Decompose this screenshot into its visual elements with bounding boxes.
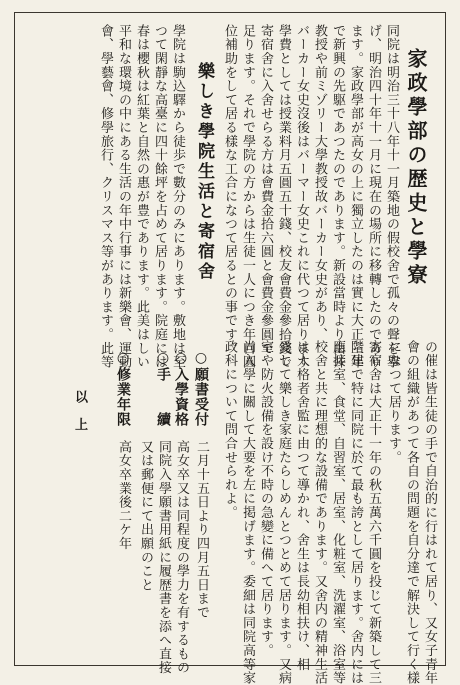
history-line: 同院は明治三十八年十一月築地の假校舍で孤々の聲を擧 [384, 24, 399, 369]
continuation-line: 校舍と共に理想的な設備であります。又舍内の精神生活 [312, 340, 327, 685]
admission-item-detail: 高女卒又は同程度の學力を有するもの [174, 440, 189, 675]
continuation-line: 階建で特に同院に於て最も誇として居ります。舍内には [348, 340, 363, 685]
history-line: ます。家政學部が高女の上に獨立したのは實に大正三年 [348, 24, 363, 369]
continuation-line: 應接室、食堂、自習室、居室、化粧室、洗濯室、浴室等 [330, 340, 345, 685]
history-line: 寄宿舍に入舍せらる方は會費金拾六圓と會費金參圓で [258, 24, 273, 356]
continuation-line: 愛して樂しき家庭たらしめんとつとめて居ります。又病 [276, 340, 291, 685]
admission-item-label: ○願書受付 [193, 350, 209, 427]
history-line: 足ります。それで學院の方からは生徒一人につき年百圓 [240, 24, 255, 369]
continuation-line: の催は皆生徒の手で自治的に行はれて居り、又女子青年 [422, 340, 437, 685]
dormitory-line: 春は櫻秋は紅葉と自然の惠が豊であります。此美はしい [134, 24, 149, 369]
dormitory-line: 會、學藝會、修學旅行、クリスマス等があります。此等 [98, 24, 113, 369]
history-line: で新興の先駆であつたのであります。新設當時より由井 [330, 24, 345, 369]
admission-item-detail: 二月十五日より四月五日まで [194, 440, 209, 620]
continuation-line: 政科について問合せられよ。 [222, 340, 237, 520]
admission-item-label: ○入學資格 [173, 350, 189, 427]
history-line: 學費としては授業料月五圓五十錢、校友會費金參拾錢で [276, 24, 291, 369]
admission-item-detail: 高女卒業後二ケ年 [116, 440, 131, 551]
dormitory-line: 平和な環境の中にある生活の年中行事には新樂會、運動 [116, 24, 131, 369]
closing-mark: 以 上 [72, 390, 87, 432]
history-line: バーカー女史沒後はバーマー女史これに代つて居ります [294, 24, 309, 369]
continuation-line: 尚入學に關して大要を左に掲げます。委細は同院高等家 [240, 340, 255, 685]
admission-item-detail: 同院入學願書用紙に履歴書を添へ直接 [156, 440, 171, 675]
dormitory-line: 學院は駒込驛から徒歩で數分のみにあります。敷地は至 [170, 24, 185, 369]
admission-item-label: ○手 續 [155, 350, 171, 427]
history-line: 教授や前ミゾリー大學教授故バーカー女史があり、 [312, 24, 327, 342]
dormitory-line: つて閑靜な高臺に四十餘坪を占めて居ります。院庭には [152, 24, 167, 369]
continuation-line: 寄宿舍は大正十一年の秋五萬六千圓を投じて新築して三 [366, 340, 381, 685]
continuation-line: は人格者舍監に由つて導かれ、舍生は長幼相扶け、相 [294, 340, 309, 672]
admission-item-label: ○修業年限 [115, 350, 131, 427]
continuation-line: 會の組織があつて各自の問題を自分達で解決して行く樣 [404, 340, 419, 685]
admission-item-detail: 又は郵便にて出願のこと [138, 440, 153, 592]
history-line: 位補助をして居る樣な工合になつて居るとの事です。 [222, 24, 237, 356]
history-line: げ、明治四十年十一月に現在の場所に移轉したのであり [366, 24, 381, 369]
dormitory-heading: 樂しき學院生活と寄宿舍 [194, 62, 214, 282]
continuation-line: になつて居ります。 [386, 340, 401, 465]
article-title: 家政學部の歴史と學寮 [404, 48, 428, 288]
continuation-line: 室や防火設備を設け不時の急變に備へて居ります。 [258, 340, 273, 658]
